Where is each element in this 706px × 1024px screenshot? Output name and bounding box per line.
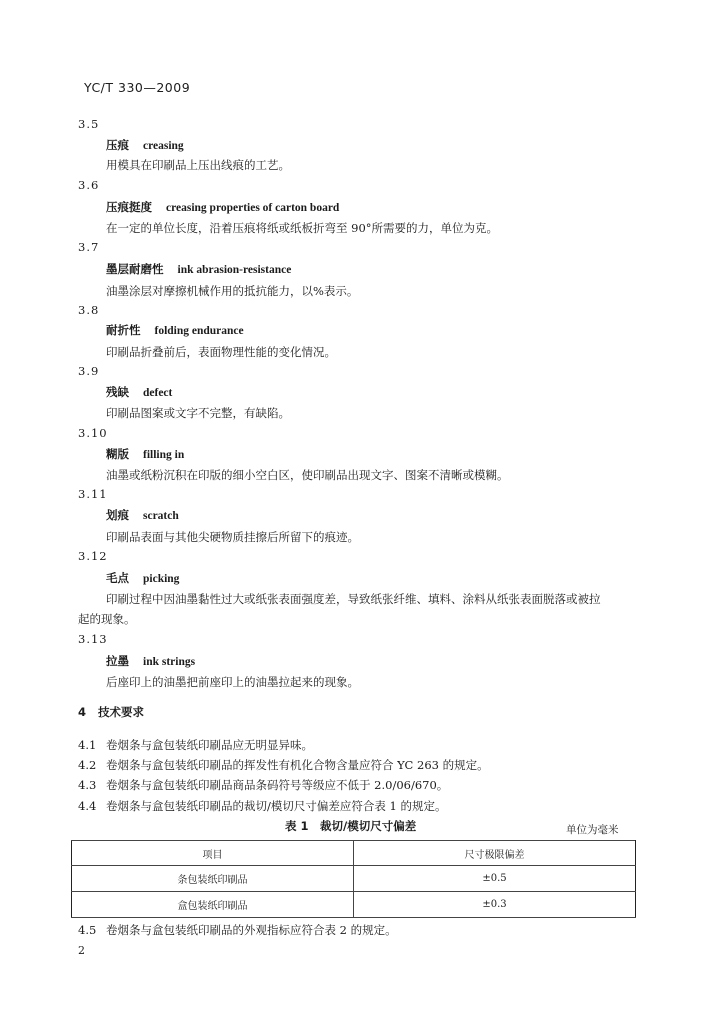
definition-text: 印刷品折叠前后，表面物理性能的变化情况。: [106, 345, 336, 359]
clause-number: 3.6: [78, 178, 100, 192]
requirement-number: 4.1: [78, 738, 97, 752]
definition-text: 印刷品图案或文字不完整，有缺陷。: [106, 406, 290, 420]
requirement-item: [78, 798, 447, 814]
section-title: 技术要求: [98, 705, 145, 719]
definition-text: 在一定的单位长度，沿着压痕将纸或纸板折弯至 90°所需要的力，单位为克。: [106, 221, 499, 235]
table-unit: 单位为毫米: [566, 824, 619, 836]
clause-number: 3.13: [78, 632, 108, 646]
requirement-number: 4.5: [78, 923, 97, 937]
term-en: scratch: [143, 510, 179, 522]
table-header-row: [72, 841, 636, 866]
term-zh: 划痕: [106, 508, 129, 522]
term-heading: [106, 384, 172, 400]
term-zh: 残缺: [106, 385, 129, 399]
term-zh: 糊版: [106, 447, 129, 461]
term-en: filling in: [143, 449, 185, 461]
term-en: defect: [143, 387, 173, 399]
term-en: ink abrasion-resistance: [177, 264, 292, 276]
term-heading: [106, 507, 179, 523]
table-cell: 盒包装纸印刷品: [72, 892, 354, 918]
table-cell: 条包装纸印刷品: [72, 866, 354, 892]
definition-text: 印刷过程中因油墨黏性过大或纸张表面强度差，导致纸张纤维、填料、涂料从纸张表面脱落或被拉: [106, 592, 601, 606]
requirement-text: 卷烟条与盒包装纸印刷品的挥发性有机化合物含量应符合 YC 263 的规定。: [106, 758, 489, 772]
term-heading: [106, 137, 184, 153]
term-en: picking: [143, 573, 180, 585]
clause-number: 3.11: [78, 487, 108, 501]
section-heading: [78, 704, 144, 720]
page-number: 2: [78, 944, 85, 957]
requirement-text: 卷烟条与盒包装纸印刷品商品条码符号等级应不低于 2.0/06/670。: [106, 778, 449, 792]
table-header-cell: 尺寸极限偏差: [354, 841, 636, 866]
term-en: creasing properties of carton board: [166, 202, 340, 214]
term-zh: 拉墨: [106, 654, 129, 668]
term-heading: [106, 261, 291, 277]
definition-text: 用模具在印刷品上压出线痕的工艺。: [106, 158, 290, 172]
table-cell: ±0.5: [354, 866, 636, 892]
clause-number: 3.12: [78, 549, 108, 563]
term-heading: [106, 199, 339, 215]
section-number: 4: [78, 705, 87, 719]
definition-text: 后座印上的油墨把前座印上的油墨拉起来的现象。: [106, 675, 359, 689]
clause-number: 3.7: [78, 240, 100, 254]
requirement-item: [78, 737, 313, 753]
term-heading: [106, 322, 244, 338]
clause-number: 3.9: [78, 364, 100, 378]
table-row: [72, 892, 636, 918]
clause-number: 3.10: [78, 426, 108, 440]
table-cell: ±0.3: [354, 892, 636, 918]
table-header-cell: 项目: [72, 841, 354, 866]
requirement-text: 卷烟条与盒包装纸印刷品的裁切/模切尺寸偏差应符合表 1 的规定。: [106, 799, 447, 813]
requirement-item: [78, 757, 489, 773]
requirement-item: [78, 922, 397, 938]
requirement-text: 卷烟条与盒包装纸印刷品的外观指标应符合表 2 的规定。: [106, 923, 397, 937]
term-zh: 耐折性: [106, 323, 141, 337]
term-zh: 压痕: [106, 138, 129, 152]
requirement-number: 4.4: [78, 799, 97, 813]
definition-text: 油墨涂层对摩擦机械作用的抵抗能力，以%表示。: [106, 284, 359, 298]
requirement-number: 4.2: [78, 758, 97, 772]
standard-number: YC/T 330—2009: [84, 80, 191, 95]
definition-text: 油墨或纸粉沉积在印版的细小空白区，使印刷品出现文字、图案不清晰或模糊。: [106, 468, 509, 482]
dimension-deviation-table: [71, 840, 636, 918]
term-en: ink strings: [143, 656, 196, 668]
clause-number: 3.8: [78, 303, 100, 317]
term-zh: 墨层耐磨性: [106, 262, 164, 276]
term-heading: [106, 570, 179, 586]
clause-number: 3.5: [78, 117, 100, 131]
requirement-number: 4.3: [78, 778, 97, 792]
term-heading: [106, 653, 195, 669]
table-row: [72, 866, 636, 892]
definition-text: 印刷品表面与其他尖硬物质挂擦后所留下的痕迹。: [106, 530, 359, 544]
term-heading: [106, 446, 184, 462]
requirement-item: [78, 777, 448, 793]
term-zh: 压痕挺度: [106, 200, 152, 214]
term-zh: 毛点: [106, 571, 129, 585]
term-en: folding endurance: [154, 325, 244, 337]
requirement-text: 卷烟条与盒包装纸印刷品应无明显异味。: [106, 738, 313, 752]
table-caption: 表 1 裁切/模切尺寸偏差: [285, 819, 417, 833]
term-en: creasing: [143, 140, 184, 152]
definition-text-continued: 起的现象。: [78, 612, 136, 626]
